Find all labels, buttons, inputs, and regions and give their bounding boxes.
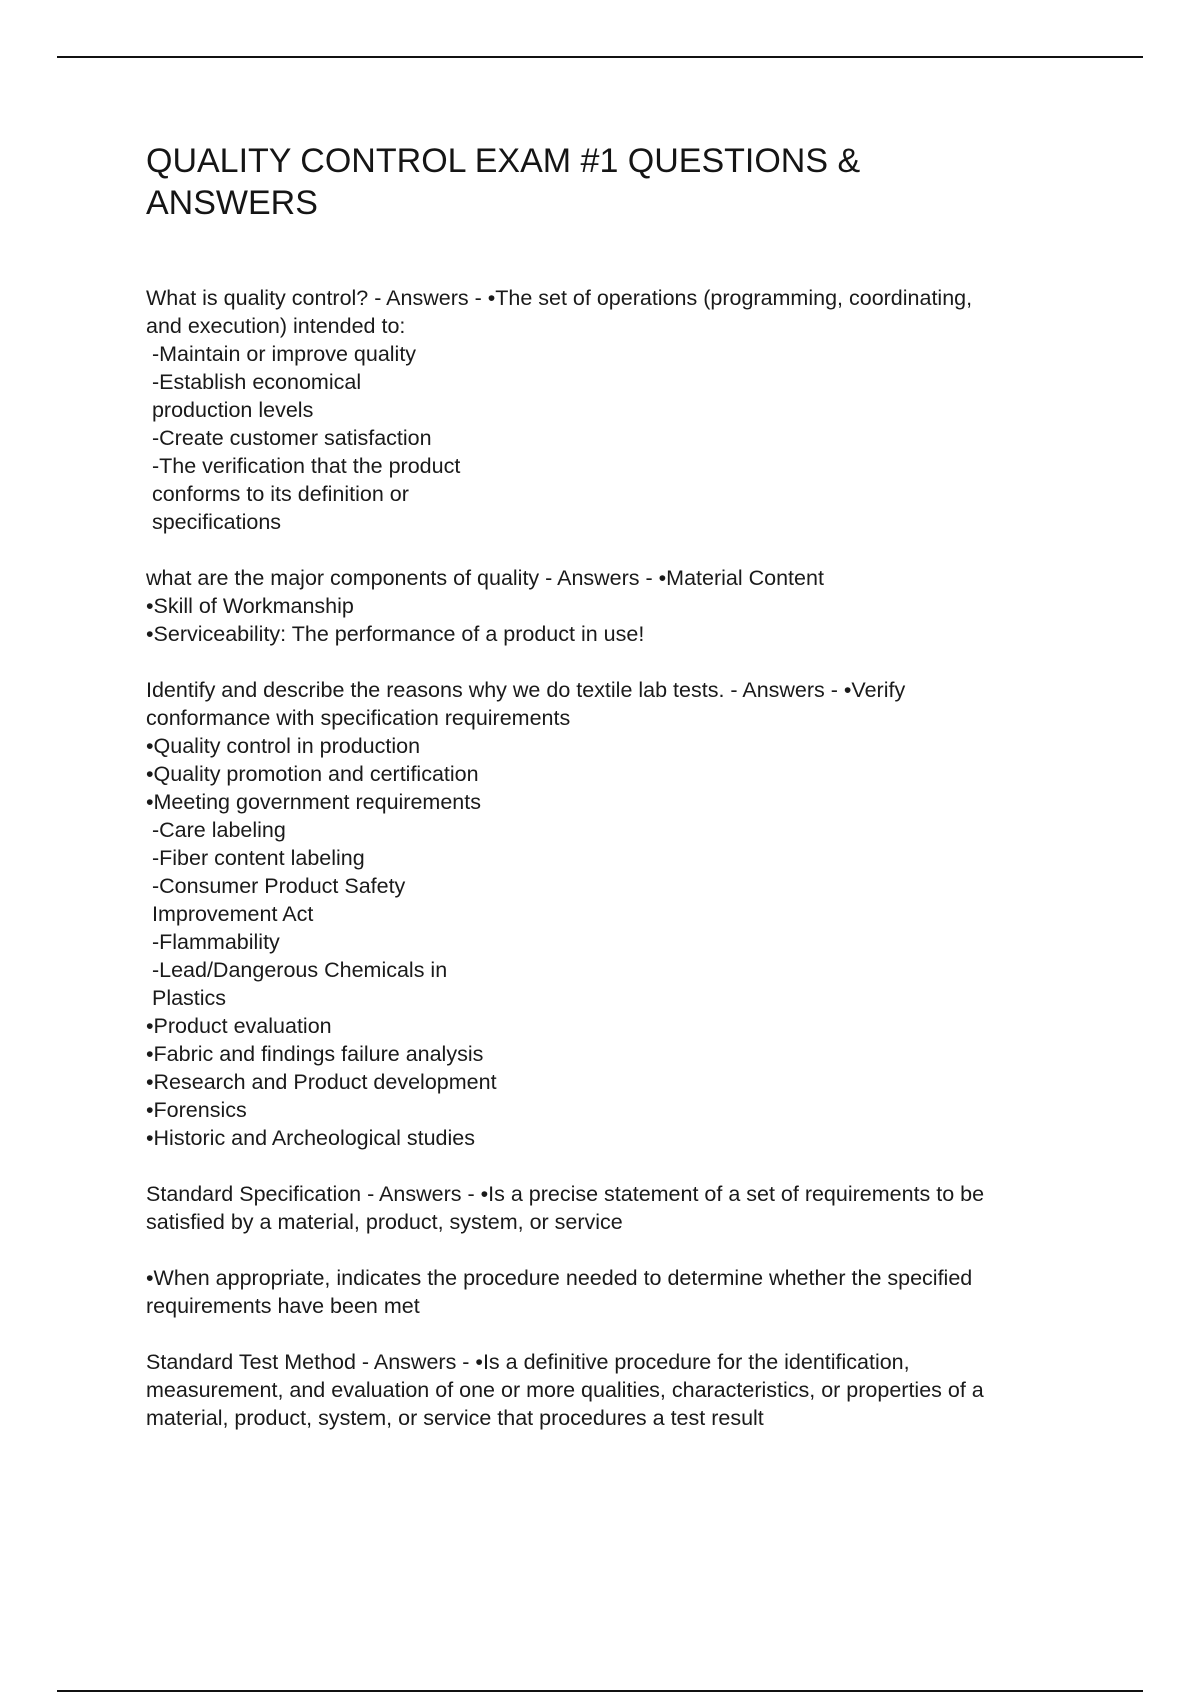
bottom-rule [57,1690,1143,1692]
qa-line: Improvement Act [146,902,314,926]
qa-line: -Create customer satisfaction [146,426,432,450]
qa-line: -Maintain or improve quality [146,342,417,366]
qa-line: -Fiber content labeling [146,846,365,870]
qa-block-specification-note [146,1264,1096,1320]
qa-line: specifications [146,510,282,534]
qa-line: •Fabric and findings failure analysis [146,1042,484,1066]
qa-line: -Consumer Product Safety [146,874,406,898]
qa-line: •When appropriate, indicates the procedure needed to determine whether the specified [146,1266,973,1290]
qa-line: what are the major components of quality - Answers - •Material Content [146,566,824,590]
qa-block-components-of-quality [146,564,1096,648]
qa-line: Standard Specification - Answers - •Is a precise statement of a set of requirements to be [146,1182,985,1206]
title-line: ANSWERS [146,184,318,222]
qa-line: Identify and describe the reasons why we do textile lab tests. - Answers - •Verify [146,678,906,702]
qa-line: -Care labeling [146,818,286,842]
qa-line: -Establish economical [146,370,362,394]
qa-block-quality-control [146,284,1096,536]
qa-line: •Quality promotion and certification [146,762,479,786]
top-rule [57,56,1143,58]
qa-block-standard-specification [146,1180,1096,1236]
qa-line: •Meeting government requirements [146,790,481,814]
qa-line: •Forensics [146,1098,247,1122]
qa-line: -Lead/Dangerous Chemicals in [146,958,448,982]
qa-line: measurement, and evaluation of one or more qualities, characteristics, or properties of a [146,1378,984,1402]
qa-line: Standard Test Method - Answers - •Is a definitive procedure for the identification, [146,1350,910,1374]
qa-line: conforms to its definition or [146,482,409,506]
qa-line: -The verification that the product [146,454,461,478]
title-line: QUALITY CONTROL EXAM #1 QUESTIONS & [146,142,861,180]
qa-line: material, product, system, or service that procedures a test result [146,1406,764,1430]
qa-line: conformance with specification requirements [146,706,571,730]
qa-line: -Flammability [146,930,280,954]
qa-line: and execution) intended to: [146,314,406,338]
qa-line: •Historic and Archeological studies [146,1126,475,1150]
qa-block-textile-lab-tests [146,676,1096,1152]
document-page [146,140,1096,1460]
qa-block-standard-test-method [146,1348,1096,1432]
qa-line: •Quality control in production [146,734,421,758]
qa-line: •Product evaluation [146,1014,332,1038]
qa-line: •Research and Product development [146,1070,497,1094]
qa-line: •Skill of Workmanship [146,594,354,618]
qa-line: production levels [146,398,314,422]
qa-line: Plastics [146,986,227,1010]
qa-line: What is quality control? - Answers - •The set of operations (programming, coordinating, [146,286,973,310]
qa-line: satisfied by a material, product, system, or service [146,1210,623,1234]
qa-line: •Serviceability: The performance of a product in use! [146,622,645,646]
document-title [146,140,1096,224]
qa-line: requirements have been met [146,1294,420,1318]
